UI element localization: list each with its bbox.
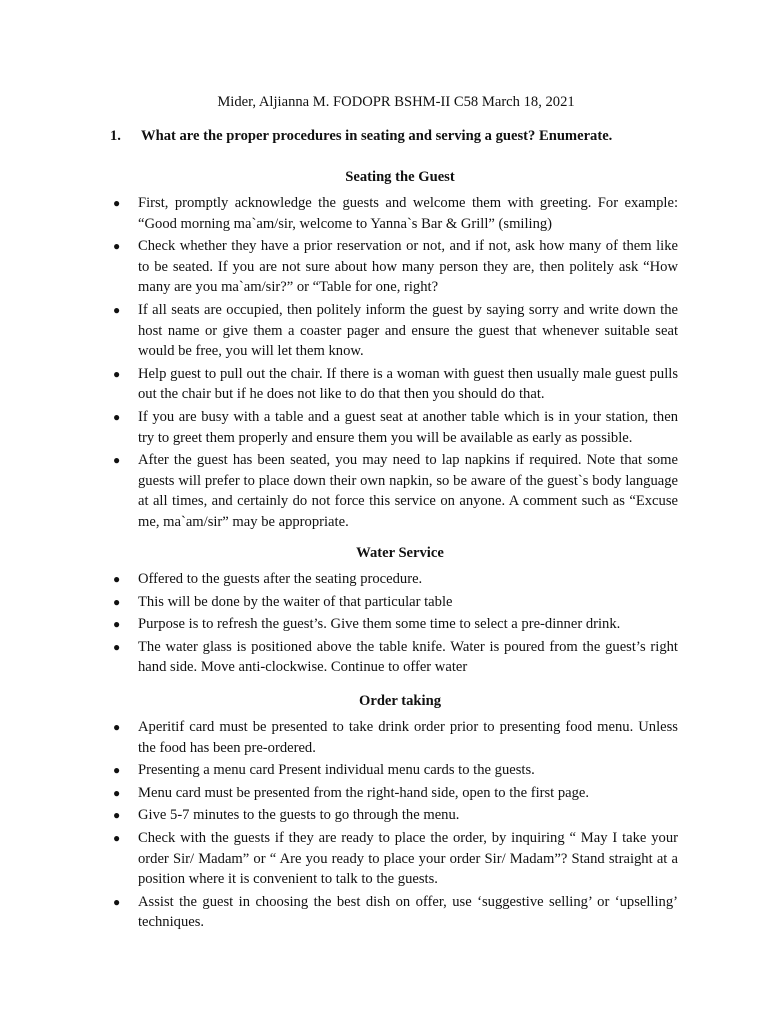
list-item-text: Purpose is to refresh the guest’s. Give them some time to select a pre-dinner drink. — [138, 616, 621, 633]
bullet-icon: ● — [113, 409, 121, 424]
list-item-text: If you are busy with a table and a guest seat at another table which is in your station, then try to greet them properly and ensure them you will be available as early as possible. — [138, 408, 678, 446]
list-item — [110, 364, 678, 405]
list-item-text: The water glass is positioned above the table knife. Water is poured from the guest’s right hand side. Move anti-clockwise. Continue to offer water — [138, 638, 678, 676]
question-text: What are the proper procedures in seating and serving a guest? Enumerate. — [141, 128, 613, 144]
question-1 — [110, 126, 670, 146]
list-item — [110, 300, 678, 362]
bullet-icon: ● — [113, 785, 121, 800]
bullet-icon: ● — [113, 594, 121, 609]
list-item-text: Aperitif card must be presented to take drink order prior to presenting food menu. Unless the food has been pre-ordered. — [138, 719, 678, 756]
bullet-list — [110, 193, 678, 533]
bullet-icon: ● — [113, 239, 121, 254]
bullet-icon: ● — [113, 617, 121, 632]
bullet-icon: ● — [113, 453, 121, 468]
list-item — [110, 892, 678, 933]
list-item — [110, 717, 678, 758]
list-item — [110, 569, 678, 590]
list-item — [110, 450, 678, 532]
question-number: 1. — [110, 128, 121, 144]
list-item-text: Presenting a menu card Present individual menu cards to the guests. — [138, 762, 535, 779]
list-item-text: Check whether they have a prior reservation or not, and if not, ask how many of them like to be seated. If you are not sure about how many person they are, then politely ask “How many are you ma`am/sir?” or “Table for one, right? — [138, 238, 678, 296]
section-title: Order taking — [358, 693, 442, 709]
list-item-text: Check with the guests if they are ready to place the order, by inquiring “ May I take your order Sir/ Madam” or “ Are you ready to place your order Sir/ Madam”? Stand straight at a position where it is convenient to talk to the guests. — [138, 829, 678, 888]
list-item — [110, 828, 678, 890]
list-item — [110, 193, 678, 234]
bullet-list — [110, 717, 678, 933]
bullet-icon: ● — [113, 639, 121, 654]
list-item — [110, 783, 678, 804]
section-title: Water Service — [356, 545, 444, 561]
section-water-service — [110, 543, 678, 680]
list-item-text: Offered to the guests after the seating procedure. — [138, 571, 423, 587]
bullet-icon: ● — [113, 720, 121, 734]
list-item — [110, 614, 678, 635]
section-seating-the-guest — [110, 167, 678, 535]
bullet-icon: ● — [113, 830, 121, 845]
list-item — [110, 637, 678, 678]
list-item — [110, 236, 678, 298]
list-item-text: After the guest has been seated, you may need to lap napkins if required. Note that some guests will prefer to place down their own napkin, so be aware of the guest`s body language at all times, and certainly do not force this service on anyone. A comment such as “Excuse me, ma`am/sir” may be appropriate. — [138, 452, 678, 530]
section-title: Seating the Guest — [345, 169, 455, 185]
bullet-icon: ● — [113, 302, 121, 317]
list-item-text: Give 5-7 minutes to the guests to go through the menu. — [138, 807, 460, 824]
list-item-text: Help guest to pull out the chair. If there is a woman with guest then usually male guest pulls out the chair but if he does not like to do that then you should do that. — [138, 365, 678, 403]
list-item — [110, 407, 678, 448]
list-item-text: Assist the guest in choosing the best dish on offer, use ‘suggestive selling’ or ‘upselling’ techniques. — [138, 893, 678, 931]
bullet-icon: ● — [113, 894, 121, 909]
bullet-icon: ● — [113, 366, 121, 381]
list-item-text: Menu card must be presented from the right-hand side, open to the first page. — [138, 784, 590, 801]
bullet-icon: ● — [113, 196, 121, 210]
section-order-taking — [110, 691, 678, 935]
list-item — [110, 805, 678, 826]
bullet-icon: ● — [113, 808, 121, 823]
list-item-text: This will be done by the waiter of that particular table — [138, 593, 453, 610]
bullet-icon: ● — [113, 763, 121, 778]
document-header: Mider, Aljianna M. FODOPR BSHM-II C58 March 18, 2021 — [217, 94, 575, 110]
list-item-text: If all seats are occupied, then politely inform the guest by saying sorry and write down the host name or give them a coaster pager and ensure the guest that whenever suitable seat would be free, you will let them know. — [138, 301, 678, 360]
list-item — [110, 760, 678, 781]
bullet-list — [110, 569, 678, 678]
list-item-text: First, promptly acknowledge the guests and welcome them with greeting. For example: “Good morning ma`am/sir, welcome to Yanna`s Bar & Grill” (smiling) — [138, 195, 678, 232]
bullet-icon: ● — [113, 572, 121, 586]
list-item — [110, 592, 678, 613]
